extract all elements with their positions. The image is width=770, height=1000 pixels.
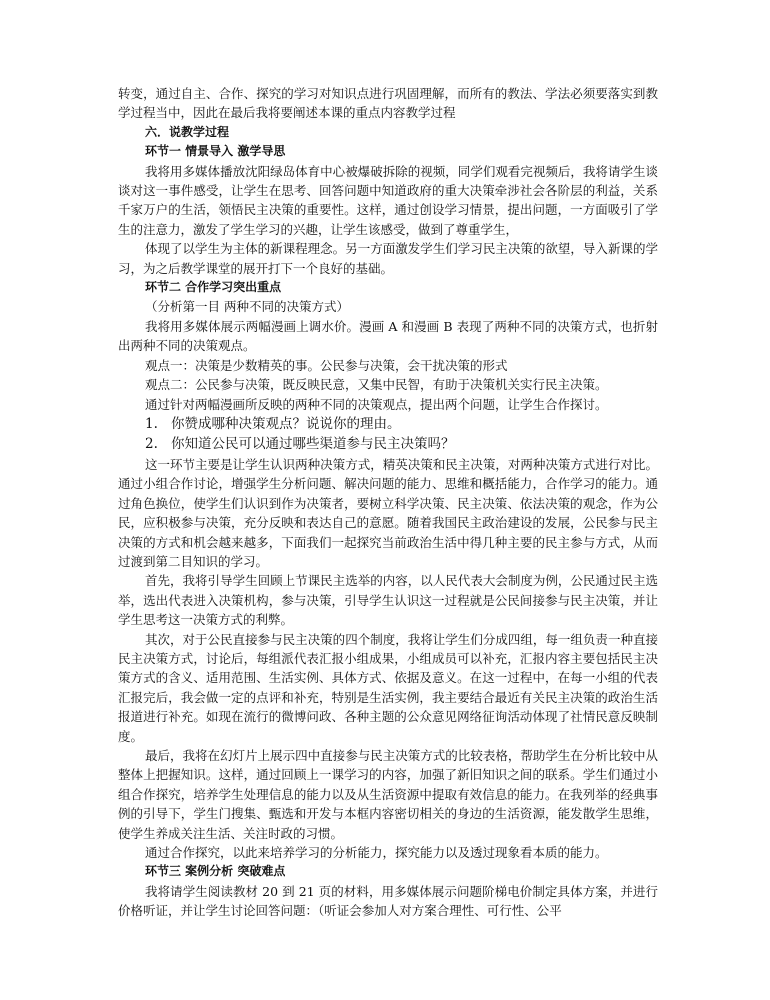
question-number: 1. — [145, 415, 158, 432]
question-item — [118, 414, 658, 435]
step2-paragraph-3: 这一环节主要是让学生认识两种决策方式，精英决策和民主决策，对两种决策方式进行对比。通过小组合作讨论，增强学生分析问题、解决问题的能力、思维和概括能力，合作学习的能力。通过角色换位，使学生们认识到作为决策者，要树立科学决策、民主决策、依法决策的观念，作为公民，应积极参与决策，充分反映和表达自己的意愿。随着我国民主政治建设的发展，公民参与民主决策的方式和机会越来越多，下面我们一起探究当前政治生活中得几种主要的民主参与方式，从而过渡到第二目知识的学习。 — [118, 456, 658, 569]
step2-paragraph-7: 通过合作探究，以此来培养学习的分析能力，探究能力以及透过现象看本质的能力。 — [145, 845, 608, 861]
step1-title: 环节一 情景导入 激学导思 — [145, 144, 286, 159]
question-text: 你知道公民可以通过哪些渠道参与民主决策吗？ — [171, 436, 455, 453]
step2-paragraph-2: 通过针对两幅漫画所反映的两种不同的决策观点，提出两个问题，让学生合作探讨。 — [145, 396, 608, 412]
step2-title: 环节二 合作学习突出重点 — [145, 280, 282, 295]
step1-paragraph-1: 我将用多媒体播放沈阳绿岛体育中心被爆破拆除的视频，同学们观看完视频后，我将请学生谈谈对这一事件感受，让学生在思考、回答问题中知道政府的重大决策牵涉社会各阶层的利益，关系千家万户的生活，领悟民主决策的重要性。这样，通过创设学习情景，提出问题，一方面吸引了学生的注意力，激发了学生学习的兴趣，让学生该感受，做到了尊重学生， — [118, 163, 658, 237]
view-two: 观点二：公民参与决策，既反映民意，又集中民智，有助于决策机关实行民主决策。 — [145, 377, 608, 393]
view-one: 观点一：决策是少数精英的事。公民参与决策，会干扰决策的形式 — [145, 357, 508, 373]
step2-paragraph-5: 其次，对于公民直接参与民主决策的四个制度，我将让学生们分成四组，每一组负责一种直接民主决策方式，讨论后，每组派代表汇报小组成果，小组成员可以补充，汇报内容主要包括民主决策方式的含义、适用范围、生活实例、具体方式、依据及意义。在这一过程中，在每一小组的代表汇报完后，我会做一定的点评和补充，特别是生活实例，我主要结合最近有关民主决策的政治生活报道进行补充。如现在流行的微博问政、各种主题的公众意见网络征询活动体现了社情民意反映制度。 — [118, 631, 658, 744]
question-text: 你赞成哪种决策观点？说说你的理由。 — [171, 415, 401, 432]
step3-title: 环节三 案例分析 突破难点 — [145, 864, 286, 879]
question-number: 2. — [145, 436, 158, 453]
step2-paragraph-1: 我将用多媒体展示两幅漫画上调水价。漫画 A 和漫画 B 表现了两种不同的决策方式，也折射出两种不同的决策观点。 — [118, 318, 658, 354]
step2-paragraph-4: 首先，我将引导学生回顾上节课民主选举的内容，以人民代表大会制度为例，公民通过民主选举，选出代表进入决策机构，参与决策，引导学生认识这一过程就是公民间接参与民主决策，并让学生思考这一决策方式的利弊。 — [118, 573, 658, 628]
step1-paragraph-2: 体现了以学生为主体的新课程理念。另一方面激发学生们学习民主决策的欲望，导入新课的学习，为之后教学课堂的展开打下一个良好的基础。 — [118, 241, 658, 276]
document-page — [118, 84, 658, 921]
step2-paragraph-6: 最后，我将在幻灯片上展示四中直接参与民主决策方式的比较表格，帮助学生在分析比较中从整体上把握知识。这样，通过回顾上一课学习的内容，加强了新旧知识之间的联系。学生们通过小组合作探究，培养学生处理信息的能力以及从生活资源中提取有效信息的能力。在我列举的经典事例的引导下，学生门搜集、甄选和开发与本框内容密切相关的身边的生活资源，能发散学生思维，使学生养成关注生活、关注时政的习惯。 — [118, 748, 658, 841]
step3-paragraph-1: 我将请学生阅读教材 20 到 21 页的材料，用多媒体展示问题阶梯电价制定具体方案，并进行价格听证，并让学生讨论回答问题：（听证会参加人对方案合理性、可行性、公平 — [118, 883, 658, 919]
section-title: 六．说教学过程 — [145, 124, 230, 139]
step2-subtitle: （分析第一目 两种不同的决策方式） — [145, 299, 349, 315]
intro-paragraph: 转变，通过自主、合作、探究的学习对知识点进行巩固理解，而所有的教法、学法必须要落实到教学过程当中，因此在最后我将要阐述本课的重点内容教学过程 — [118, 86, 658, 121]
question-item — [118, 434, 658, 455]
